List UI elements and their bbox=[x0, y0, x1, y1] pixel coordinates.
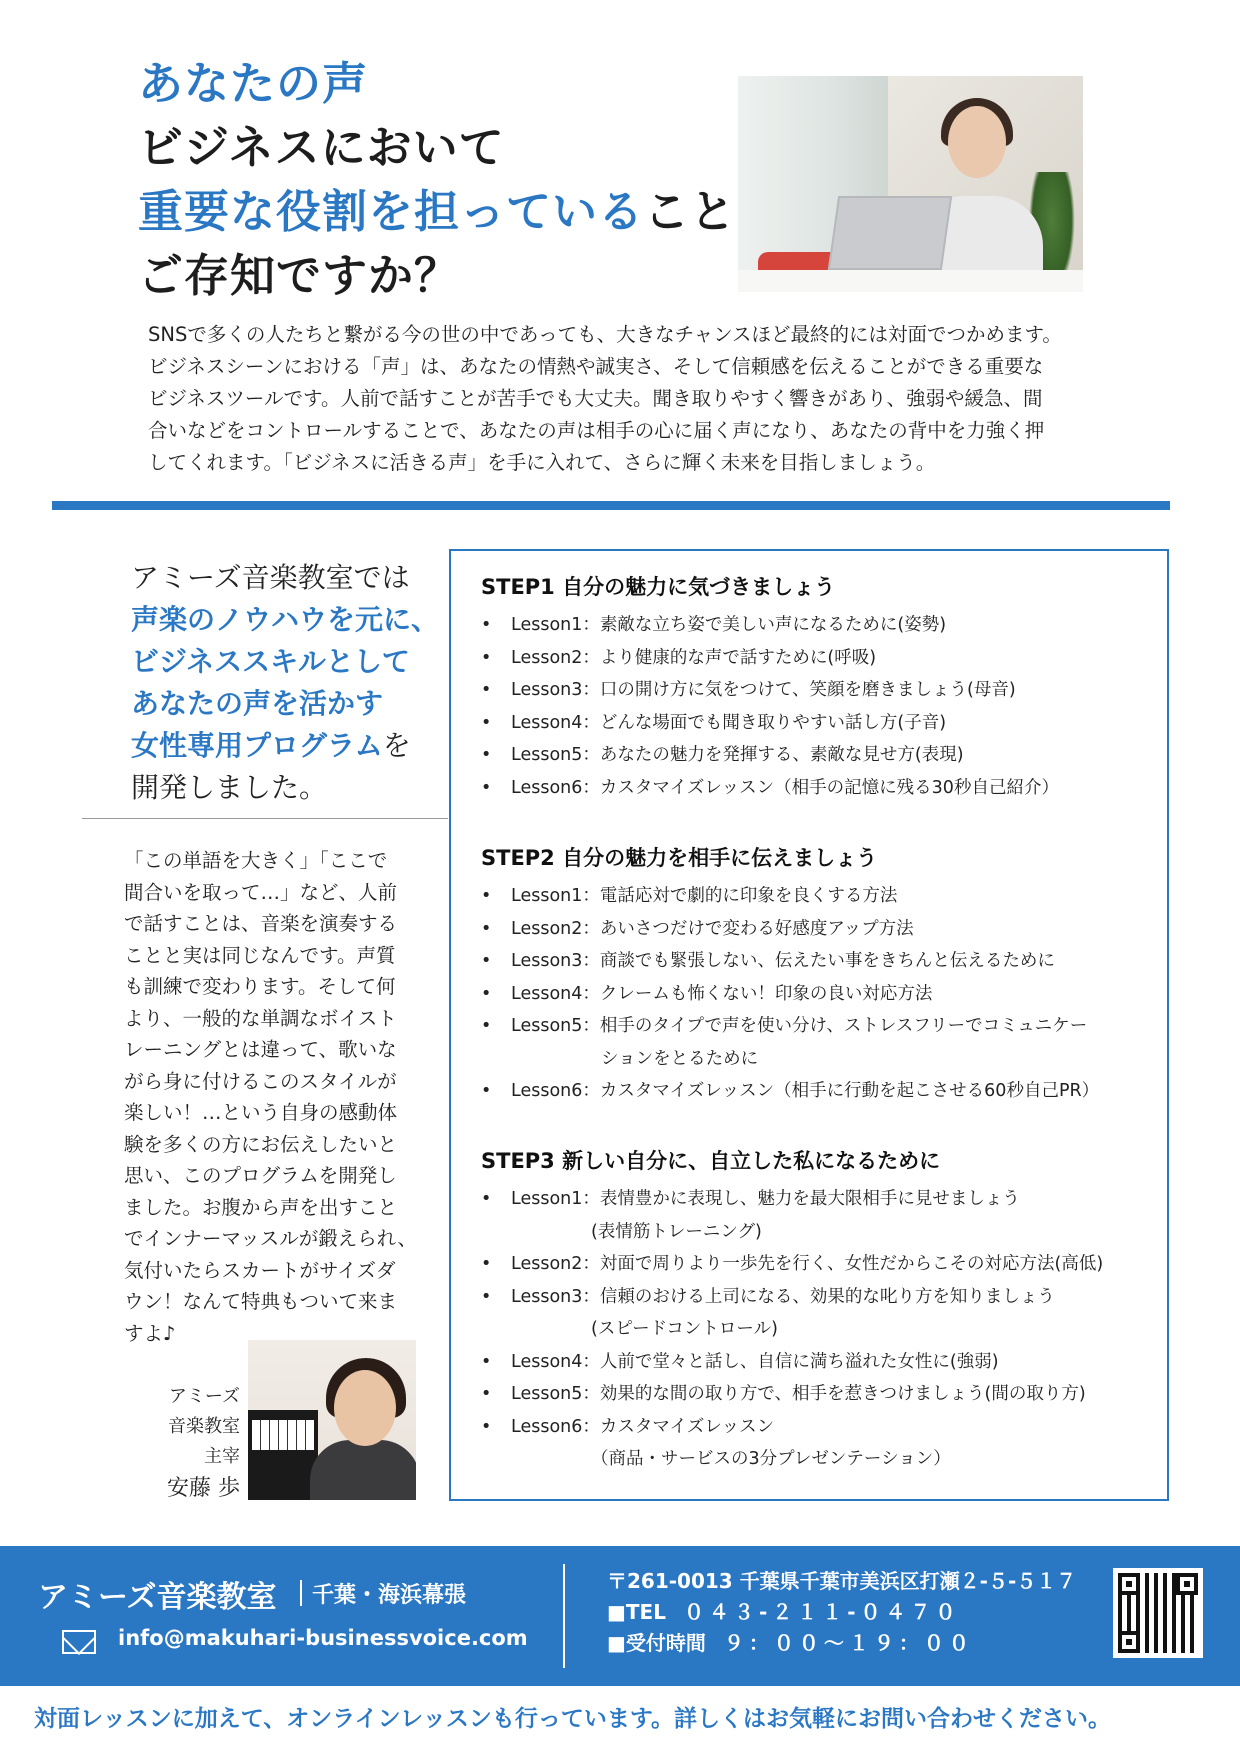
headline bbox=[138, 52, 738, 308]
program-line-6: 開発しました。 bbox=[131, 771, 328, 804]
step-1-title: STEP1 自分の魅力に気づきましょう bbox=[481, 575, 836, 599]
intro-line: してくれます。「ビジネスに活きる声」を手に入れて、さらに輝く未来を目指しましょう。 bbox=[148, 451, 936, 474]
headline-line-2: ビジネスにおいて bbox=[138, 121, 505, 174]
footer-area: 千葉・海浜幕張 bbox=[312, 1583, 467, 1608]
lesson-item: • Lesson6：カスタマイズレッスン（相手に行動を起こさせる60秒自己PR） bbox=[481, 1081, 1100, 1101]
lesson-item: • Lesson1：素敵な立ち姿で美しい声になるために(姿勢) bbox=[481, 615, 947, 635]
lesson-text: Lesson4：どんな場面でも聞き取りやすい話し方(子音) bbox=[511, 712, 947, 733]
step-2-title: STEP2 自分の魅力を相手に伝えましょう bbox=[481, 846, 878, 870]
story-line: 楽しい！…という自身の感動体 bbox=[124, 1101, 398, 1124]
lesson-text: Lesson5：相手のタイプで声を使い分け、ストレスフリーでコミュニケー bbox=[511, 1016, 1088, 1036]
lesson-text: Lesson3：商談でも緊張しない、伝えたい事をきちんと伝えるために bbox=[511, 951, 1055, 971]
program-line-5 bbox=[131, 725, 451, 767]
footer-tel-row bbox=[607, 1597, 1076, 1628]
lesson-text: Lesson2：対面で周りより一歩先を行く、女性だからこその対応方法(高低) bbox=[511, 1254, 1104, 1274]
lesson-item: • Lesson5：相手のタイプで声を使い分け、ストレスフリーでコミュニケー ションをとるために bbox=[481, 1010, 1161, 1075]
lesson-text: Lesson5：効果的な間の取り方で、相手を惹きつけましょう(間の取り方) bbox=[511, 1384, 1086, 1404]
step-2 bbox=[481, 842, 1161, 1108]
story-line: ウン！なんて特典もついて来ま bbox=[124, 1290, 398, 1313]
story-line: 「この単語を大きく」「ここで bbox=[124, 849, 388, 872]
step-3 bbox=[481, 1145, 1161, 1476]
lesson-text: Lesson6：カスタマイズレッスン（相手に行動を起こさせる60秒自己PR） bbox=[511, 1081, 1100, 1101]
section-divider bbox=[52, 501, 1170, 510]
footer-tel-label: ■TEL bbox=[607, 1600, 666, 1624]
lesson-continuation: ションをとるために bbox=[601, 1048, 759, 1069]
story-line: がら身に付けるこのスタイルが bbox=[124, 1069, 397, 1093]
lesson-item: • Lesson4：人前で堂々と話し、自信に満ち溢れた女性に(強弱) bbox=[481, 1351, 999, 1372]
lesson-text: Lesson4：人前で堂々と話し、自信に満ち溢れた女性に(強弱) bbox=[511, 1351, 999, 1372]
lesson-item: • Lesson3：口の開け方に気をつけて、笑顔を磨きましょう(母音) bbox=[481, 680, 1016, 700]
story-line: で話すことは、音楽を演奏する bbox=[124, 912, 398, 935]
teacher-story bbox=[124, 845, 424, 1349]
lesson-item: • Lesson2：あいさつだけで変わる好感度アップ方法 bbox=[481, 918, 914, 939]
lesson-item: • Lesson2：対面で周りより一歩先を行く、女性だからこその対応方法(高低) bbox=[481, 1254, 1104, 1274]
lesson-continuation: (スピードコントロール) bbox=[591, 1319, 778, 1339]
story-line: 気付いたらスカートがサイズダ bbox=[124, 1258, 396, 1282]
lesson-text: Lesson6：カスタマイズレッスン（相手の記憶に残る30秒自己紹介） bbox=[511, 777, 1059, 798]
lesson-item: • Lesson4：どんな場面でも聞き取りやすい話し方(子音) bbox=[481, 712, 947, 733]
mail-icon bbox=[62, 1630, 96, 1654]
footer-title-separator bbox=[300, 1580, 302, 1606]
lesson-item: • Lesson6：カスタマイズレッスン（相手の記憶に残る30秒自己紹介） bbox=[481, 777, 1059, 798]
teacher-name: 安藤 歩 bbox=[167, 1476, 240, 1501]
office-photo bbox=[738, 76, 1083, 292]
program-intro bbox=[131, 557, 451, 809]
program-line-3: ビジネススキルとして bbox=[131, 645, 410, 678]
lesson-text: Lesson1：表情豊かに表現し、魅力を最大限相手に見せましょう bbox=[511, 1189, 1020, 1209]
teacher-caption-line-2: 音楽教室 bbox=[168, 1416, 240, 1437]
program-line-5-tail: を bbox=[382, 729, 411, 762]
step-3-title: STEP3 新しい自分に、自立した私になるために bbox=[481, 1149, 941, 1173]
lesson-text: Lesson5：あなたの魅力を発揮する、素敵な見せ方(表現) bbox=[511, 745, 964, 765]
headline-line-4: ご存知ですか？ bbox=[138, 249, 461, 302]
program-line-2: 声楽のノウハウを元に、 bbox=[131, 603, 440, 636]
program-line-4: あなたの声を活かす bbox=[131, 687, 384, 720]
footer-divider bbox=[563, 1564, 565, 1668]
story-line: も訓練で変わります。そして何 bbox=[124, 975, 396, 998]
teacher-caption-line-1: アミーズ bbox=[168, 1386, 240, 1407]
footer-email-link[interactable]: info@makuhari-businessvoice.com bbox=[118, 1626, 528, 1650]
lesson-item: • Lesson3：信頼のおける上司になる、効果的な叱り方を知りましょう (スピードコントロール) bbox=[481, 1281, 1161, 1346]
step-1 bbox=[481, 571, 1161, 804]
footer-address: 〒261-0013 千葉県千葉市美浜区打瀬２-５-５１７ bbox=[607, 1569, 1077, 1593]
story-line: 間合いを取って…」など、人前 bbox=[124, 880, 398, 904]
lesson-item: • Lesson5：あなたの魅力を発揮する、素敵な見せ方(表現) bbox=[481, 745, 964, 765]
story-line: すよ♪ bbox=[124, 1321, 176, 1345]
lesson-text: Lesson2：より健康的な声で話すために(呼吸) bbox=[511, 647, 877, 668]
footer-hours-label: ■受付時間 bbox=[607, 1631, 706, 1655]
lesson-text: Lesson3：口の開け方に気をつけて、笑顔を磨きましょう(母音) bbox=[511, 680, 1016, 700]
online-lesson-note: 対面レッスンに加えて、オンラインレッスンも行っています。詳しくはお気軽にお問い合わせください。 bbox=[34, 1706, 1111, 1732]
intro-line: 合いなどをコントロールすることで、あなたの声は相手の心に届く声になり、あなたの背中を力強く押 bbox=[148, 419, 1045, 442]
headline-line-3 bbox=[138, 180, 738, 244]
lesson-item: • Lesson5：効果的な間の取り方で、相手を惹きつけましょう(間の取り方) bbox=[481, 1384, 1086, 1404]
story-line: レーニングとは違って、歌いな bbox=[124, 1038, 397, 1061]
lesson-text: Lesson1：素敵な立ち姿で美しい声になるために(姿勢) bbox=[511, 615, 947, 635]
teacher-caption bbox=[140, 1382, 240, 1506]
contact-footer bbox=[0, 1546, 1240, 1686]
left-divider bbox=[82, 818, 448, 819]
lesson-item: • Lesson1：電話応対で劇的に印象を良くする方法 bbox=[481, 886, 898, 906]
footer-contact-info bbox=[607, 1566, 1076, 1659]
story-line: でインナーマッスルが鍛えられ、 bbox=[124, 1227, 417, 1250]
story-line: ました。お腹から声を出すこと bbox=[124, 1195, 398, 1219]
lesson-text: Lesson1：電話応対で劇的に印象を良くする方法 bbox=[511, 886, 898, 906]
steps-box bbox=[449, 549, 1169, 1501]
story-line: 思い、このプログラムを開発し bbox=[124, 1164, 397, 1187]
lesson-text: Lesson4：クレームも怖くない！印象の良い対応方法 bbox=[511, 983, 933, 1004]
footer-school-name: アミーズ音楽教室 bbox=[38, 1580, 277, 1615]
headline-line-1: あなたの声 bbox=[138, 57, 369, 110]
intro-line: SNSで多くの人たちと繋がる今の世の中であっても、大きなチャンスほど最終的には対面でつかめます。 bbox=[148, 323, 1062, 346]
lesson-text: Lesson6：カスタマイズレッスン bbox=[511, 1416, 775, 1437]
story-line: 験を多くの方にお伝えしたいと bbox=[124, 1132, 398, 1156]
story-line: より、一般的な単調なボイスト bbox=[124, 1006, 397, 1030]
teacher-photo bbox=[248, 1340, 416, 1500]
qr-code[interactable] bbox=[1113, 1568, 1203, 1658]
lesson-text: Lesson2：あいさつだけで変わる好感度アップ方法 bbox=[511, 918, 914, 939]
footer-tel[interactable]: ０４３-２１１-０４７０ bbox=[683, 1600, 961, 1624]
headline-line-3-emphasis: 重要な役割を担っている bbox=[138, 185, 645, 238]
lesson-item: • Lesson6：カスタマイズレッスン （商品・サービスの3分プレゼンテーション） bbox=[481, 1411, 1161, 1476]
lesson-text: Lesson3：信頼のおける上司になる、効果的な叱り方を知りましょう bbox=[511, 1286, 1055, 1307]
story-line: ことと実は同じなんです。声質 bbox=[124, 943, 396, 967]
intro-line: ビジネスシーンにおける「声」は、あなたの情熱や誠実さ、そして信頼感を伝えることができる重要な bbox=[148, 355, 1044, 378]
lesson-item: • Lesson2：より健康的な声で話すために(呼吸) bbox=[481, 647, 877, 668]
lesson-continuation: （商品・サービスの3分プレゼンテーション） bbox=[591, 1449, 951, 1469]
program-line-5-emphasis: 女性専用プログラム bbox=[131, 729, 383, 762]
lesson-item: • Lesson4：クレームも怖くない！印象の良い対応方法 bbox=[481, 983, 933, 1004]
intro-line: ビジネスツールです。人前で話すことが苦手でも大丈夫。聞き取りやすく響きがあり、強弱や緩急、間 bbox=[148, 387, 1043, 410]
lesson-item: • Lesson3：商談でも緊張しない、伝えたい事をきちんと伝えるために bbox=[481, 951, 1055, 971]
lesson-item: • Lesson1：表情豊かに表現し、魅力を最大限相手に見せましょう (表情筋トレーニング) bbox=[481, 1183, 1161, 1248]
intro-paragraph bbox=[148, 319, 1108, 479]
headline-line-3-tail: こと bbox=[644, 185, 737, 238]
lesson-continuation: (表情筋トレーニング) bbox=[591, 1221, 762, 1242]
footer-hours-row bbox=[607, 1628, 1076, 1659]
footer-hours: ９：００〜１９：００ bbox=[723, 1631, 974, 1655]
teacher-caption-line-3: 主宰 bbox=[204, 1446, 240, 1467]
program-line-1: アミーズ音楽教室では bbox=[131, 561, 410, 594]
